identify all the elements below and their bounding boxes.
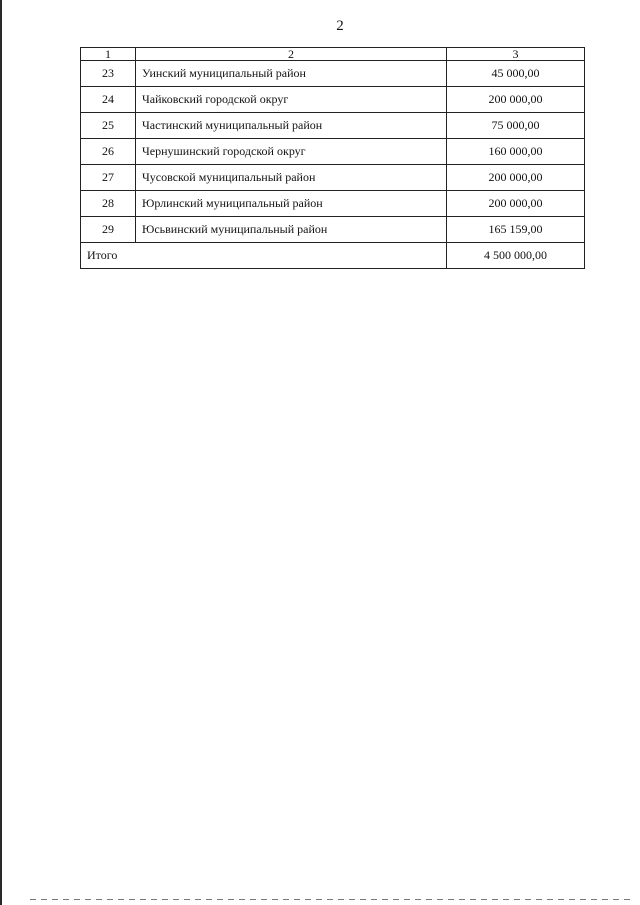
total-amount: 4 500 000,00 [447,243,585,269]
page-number: 2 [336,18,344,34]
table-row [81,139,585,165]
amount: 45 000,00 [447,61,585,87]
row-number: 23 [81,61,136,87]
column-header-3: 3 [447,48,585,61]
column-header-2: 2 [136,48,447,61]
row-number: 24 [81,87,136,113]
municipality-name: Чернушинский городской округ [136,139,447,165]
row-number: 27 [81,165,136,191]
amount: 200 000,00 [447,165,585,191]
total-row [81,243,585,269]
column-header-1: 1 [81,48,136,61]
municipality-name: Юсьвинский муниципальный район [136,217,447,243]
municipality-name: Уинский муниципальный район [136,61,447,87]
municipality-name: Юрлинский муниципальный район [136,191,447,217]
row-number: 29 [81,217,136,243]
table-row [81,217,585,243]
table-row [81,191,585,217]
table-row [81,113,585,139]
table-row [81,61,585,87]
table-header-row [81,48,585,61]
total-label: Итого [81,243,447,269]
municipality-name: Чусовской муниципальный район [136,165,447,191]
row-number: 25 [81,113,136,139]
allocation-table [80,47,585,269]
table-row [81,87,585,113]
row-number: 28 [81,191,136,217]
table-row [81,165,585,191]
municipality-name: Чайковский городской округ [136,87,447,113]
amount: 200 000,00 [447,191,585,217]
municipality-name: Частинский муниципальный район [136,113,447,139]
row-number: 26 [81,139,136,165]
amount: 75 000,00 [447,113,585,139]
scan-left-edge [0,0,2,905]
scan-bottom-edge [30,899,630,900]
amount: 165 159,00 [447,217,585,243]
amount: 200 000,00 [447,87,585,113]
amount: 160 000,00 [447,139,585,165]
